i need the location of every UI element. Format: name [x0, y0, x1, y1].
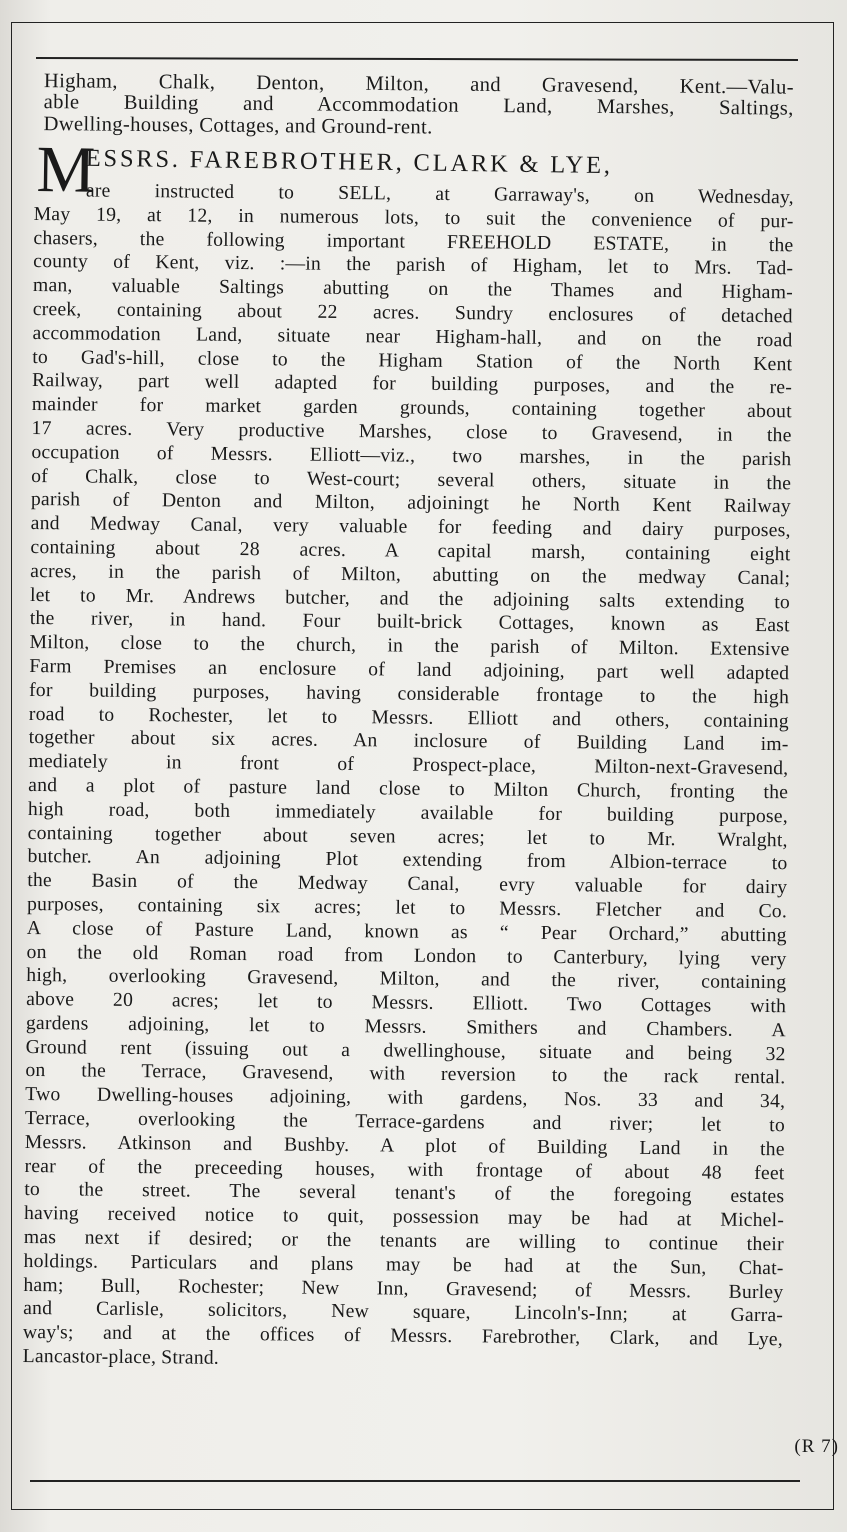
body-line: ham; Bull, Rochester; New Inn, Gravesend; of Messrs. Burley	[23, 1273, 784, 1303]
body-line: to the street. The several tenant's of the foregoing estates	[24, 1178, 785, 1208]
body-line: mainder for market garden grounds, containing together about	[31, 393, 792, 423]
body-line: high, overlooking Gravesend, Milton, and the river, containing	[26, 964, 787, 994]
body-line: May 19, at 12, in numerous lots, to suit the convenience of pur-	[33, 202, 794, 232]
body-line: Farm Premises an enclosure of land adjoining, part well adapted	[29, 654, 790, 685]
body-line: and Medway Canal, very valuable for feeding and dairy purposes,	[30, 512, 791, 542]
body-line: on the Terrace, Gravesend, with reversion to the rack rental.	[25, 1059, 786, 1089]
body-line: county of Kent, viz. :—in the parish of Higham, let to Mrs. Tad-	[33, 250, 794, 280]
body-line: Railway, part well adapted for building purposes, and the re-	[31, 369, 793, 399]
body-line: acres, in the parish of Milton, abutting on the medway Canal;	[30, 559, 791, 589]
body-line: Milton, close to the church, in the parish of Milton. Extensive	[29, 631, 790, 661]
heading-line: Dwelling-houses, Cottages, and Ground-rent.	[43, 112, 433, 139]
advert-body	[23, 179, 794, 1376]
body-line: containing together about seven acres; let to Mr. Wralght,	[27, 821, 788, 851]
body-line: having received notice to quit, possession may be had at Michel-	[23, 1202, 785, 1232]
body-line: are instructed to SELL, at Garraway's, on Wednesday,	[85, 179, 794, 209]
body-line: to Gad's-hill, close to the Higham Station of the North Kent	[32, 345, 793, 375]
body-line: parish of Denton and Milton, adjoiningt he North Kent Railway	[30, 488, 791, 518]
body-line: A close of Pasture Land, known as “ Pear Orchard,” abutting	[26, 916, 787, 946]
body-line: containing about 28 acres. A capital marsh, containing eight	[30, 535, 791, 566]
body-line: and a plot of pasture land close to Milton Church, fronting the	[28, 773, 789, 804]
body-line: gardens adjoining, let to Messrs. Smithers and Chambers. A	[25, 1011, 786, 1042]
body-line: Ground rent (issuing out a dwellinghouse, situate and being 32	[25, 1035, 786, 1065]
body-line: together about six acres. An inclosure of Building Land im-	[28, 726, 789, 756]
body-line: accommodation Land, situate near Higham-hall, and on the road	[32, 321, 793, 351]
reference-code: (R 7)	[794, 1436, 839, 1457]
body-line: the Basin of the Medway Canal, evry valuable for dairy	[27, 868, 788, 899]
advert-heading	[33, 71, 794, 142]
body-line: occupation of Messrs. Elliott—viz., two marshes, in the parish	[31, 440, 792, 470]
body-line: chasers, the following important FREEHOLD ESTATE, in the	[33, 226, 794, 256]
body-line: road to Rochester, let to Messrs. Elliott and others, containing	[28, 702, 789, 732]
body-line: mediately in front of Prospect-place, Milton-next-Gravesend,	[28, 749, 789, 780]
body-line: man, valuable Saltings abutting on the Thames and Higham-	[32, 274, 794, 304]
body-line: and Carlisle, solicitors, New square, Lincoln's-Inn; at Garra-	[23, 1297, 784, 1327]
body-line: creek, containing about 22 acres. Sundry enclosures of detached	[32, 297, 793, 328]
heading-line: able Building and Accommodation Land, Marshes, Saltings,	[43, 91, 794, 120]
body-line: rear of the preceeding houses, with frontage of about 48 feet	[24, 1154, 785, 1184]
body-line: holdings. Particulars and plans may be had at the Sun, Chat-	[23, 1249, 784, 1279]
bottom-rule	[30, 1480, 800, 1482]
body-line: of Chalk, close to West-court; several others, situate in the	[31, 464, 792, 494]
body-line: on the old Roman road from London to Canterbury, lying very	[26, 940, 787, 970]
body-line: for building purposes, having considerable frontage to the high	[28, 678, 790, 708]
body-line: way's; and at the offices of Messrs. Farebrother, Clark, and Lye,	[22, 1321, 784, 1351]
body-line: Messrs. Atkinson and Bushby. A plot of Building Land in the	[24, 1130, 785, 1161]
body-line: above 20 acres; let to Messrs. Elliott. Two Cottages with	[26, 987, 787, 1018]
body-line: Terrace, overlooking the Terrace-gardens and river; let to	[24, 1106, 786, 1137]
body-line: high road, both immediately available for building purpose,	[27, 797, 789, 827]
body-line: butcher. An adjoining Plot extending from Albion-terrace to	[27, 845, 788, 875]
body-line: mas next if desired; or the tenants are willing to continue their	[23, 1225, 784, 1256]
body-line: Two Dwelling-houses adjoining, with gardens, Nos. 33 and 34,	[25, 1083, 786, 1113]
firm-name: ESSRS. FAREBROTHER, CLARK & LYE,	[85, 144, 613, 179]
sale-advertisement	[22, 70, 794, 1369]
body-line: let to Mr. Andrews butcher, and the adjoining salts extending to	[29, 583, 791, 613]
body-line: the river, in hand. Four built-brick Cottages, known as East	[29, 607, 790, 637]
heading-line: Higham, Chalk, Denton, Milton, and Gravesend, Kent.—Valu-	[43, 70, 794, 99]
body-line: 17 acres. Very productive Marshes, close to Gravesend, in the	[31, 416, 792, 447]
body-line: purposes, containing six acres; let to Messrs. Fletcher and Co.	[26, 892, 788, 923]
body-line: Lancastor-place, Strand.	[22, 1344, 220, 1369]
drop-cap: M	[36, 132, 96, 207]
